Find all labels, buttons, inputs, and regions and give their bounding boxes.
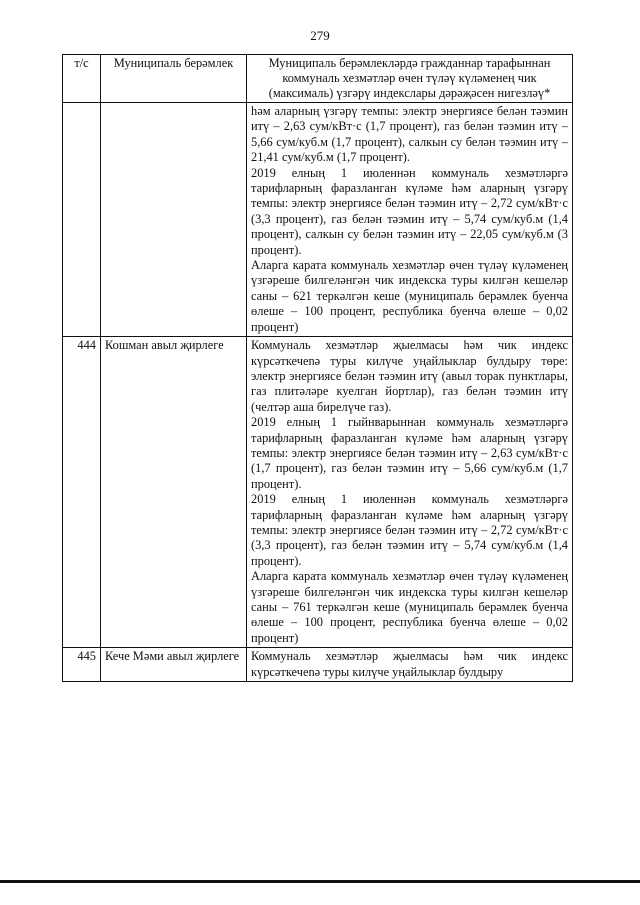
paragraph: Аларга карата коммуналь хезмәтләр өчен түләү күләменең үзгәреше билгеләнгән чик индекска туры килгән кешеләр саны – 761 теркәлгән кеше (муниципаль берәмлек буенча өлеше – 100 процент, республика буенча өлеше – 0,02 процент) <box>251 569 568 645</box>
row-num: 445 <box>63 648 101 682</box>
row-description <box>247 103 573 337</box>
paragraph: Коммуналь хезмәтләр җыелмасы һәм чик индекс күрсәткечenә туры килүче уңайлыклар булдыру <box>251 649 568 679</box>
paragraph: 2019 елның 1 июленнән коммуналь хезмәтләргә тарифларның фаразланган күләме һәм аларның үзгәрү темпы: электр энергиясе белән тәэмин итү – 2,72 сум/кВт·с (3,3 процент), газ белән тәэмин итү – 5,74 сум/куб.м (1,4 процент). <box>251 492 568 568</box>
row-description <box>247 648 573 682</box>
header-municipality: Муниципаль берәмлек <box>101 55 247 103</box>
paragraph: Коммуналь хезмәтләр җыелмасы һәм чик индекс күрсәткечenә туры килүче уңайлыклар булдыру төре: электр энергиясе белән тәэмин итү (авыл торак пунктлары, газ плитәләре куелган йортлар), газ белән тәэмин итү (челтәр аша бирелүче газ). <box>251 338 568 414</box>
row-municipality: Кошман авыл җирлеге <box>101 337 247 648</box>
indices-table <box>62 54 573 682</box>
row-num: 444 <box>63 337 101 648</box>
row-num <box>63 103 101 337</box>
paragraph: Аларга карата коммуналь хезмәтләр өчен түләү күләменең үзгәреше билгеләнгән чик индекска туры килгән кешеләр саны – 621 теркәлгән кеше (муниципаль берәмлек буенча өлеше – 100 процент, республика буенча өлеше – 0,02 процент) <box>251 258 568 334</box>
paragraph: 2019 елның 1 гыйнварыннан коммуналь хезмәтләргә тарифларның фаразланган күләме һәм аларның үзгәрү темпы: электр энергиясе белән тәэмин итү – 2,63 сум/кВт·с (1,7 процент), газ белән тәэмин итү – 5,66 сум/куб.м (1,7 процент). <box>251 415 568 491</box>
paragraph: 2019 елның 1 июленнән коммуналь хезмәтләргә тарифларның фаразланган күләме һәм аларның үзгәрү темпы: электр энергиясе белән тәэмин итү – 2,72 сум/кВт·с (3,3 процент), газ белән тәэмин итү – 5,74 сум/куб.м (1,4 процент), салкын су белән тәэмин итү – 22,05 сум/куб.м (3 процент). <box>251 165 568 257</box>
row-municipality <box>101 103 247 337</box>
row-municipality: Кече Мәми авыл җирлеге <box>101 648 247 682</box>
table-row <box>63 337 573 648</box>
row-description <box>247 337 573 648</box>
header-num: т/с <box>63 55 101 103</box>
table-row <box>63 648 573 682</box>
paragraph: һәм аларның үзгәрү темпы: электр энергиясе белән тәэмин итү – 2,63 сум/кВт·с (1,7 процент), газ белән тәэмин итү – 5,66 сум/куб.м (1,7 процент), салкын су белән тәэмин итү – 21,41 сум/куб.м (1,7 процент). <box>251 104 568 165</box>
page-bottom-rule <box>0 880 640 883</box>
header-description: Муниципаль берәмлекләрдә гражданнар тарафыннан коммуналь хезмәтләр өчен түләү күләменең чик (максималь) үзгәрү индекслары дәрәҗәсен нигезләү* <box>247 55 573 103</box>
table-row <box>63 103 573 337</box>
table-header-row <box>63 55 573 103</box>
page-number: 279 <box>310 28 330 43</box>
